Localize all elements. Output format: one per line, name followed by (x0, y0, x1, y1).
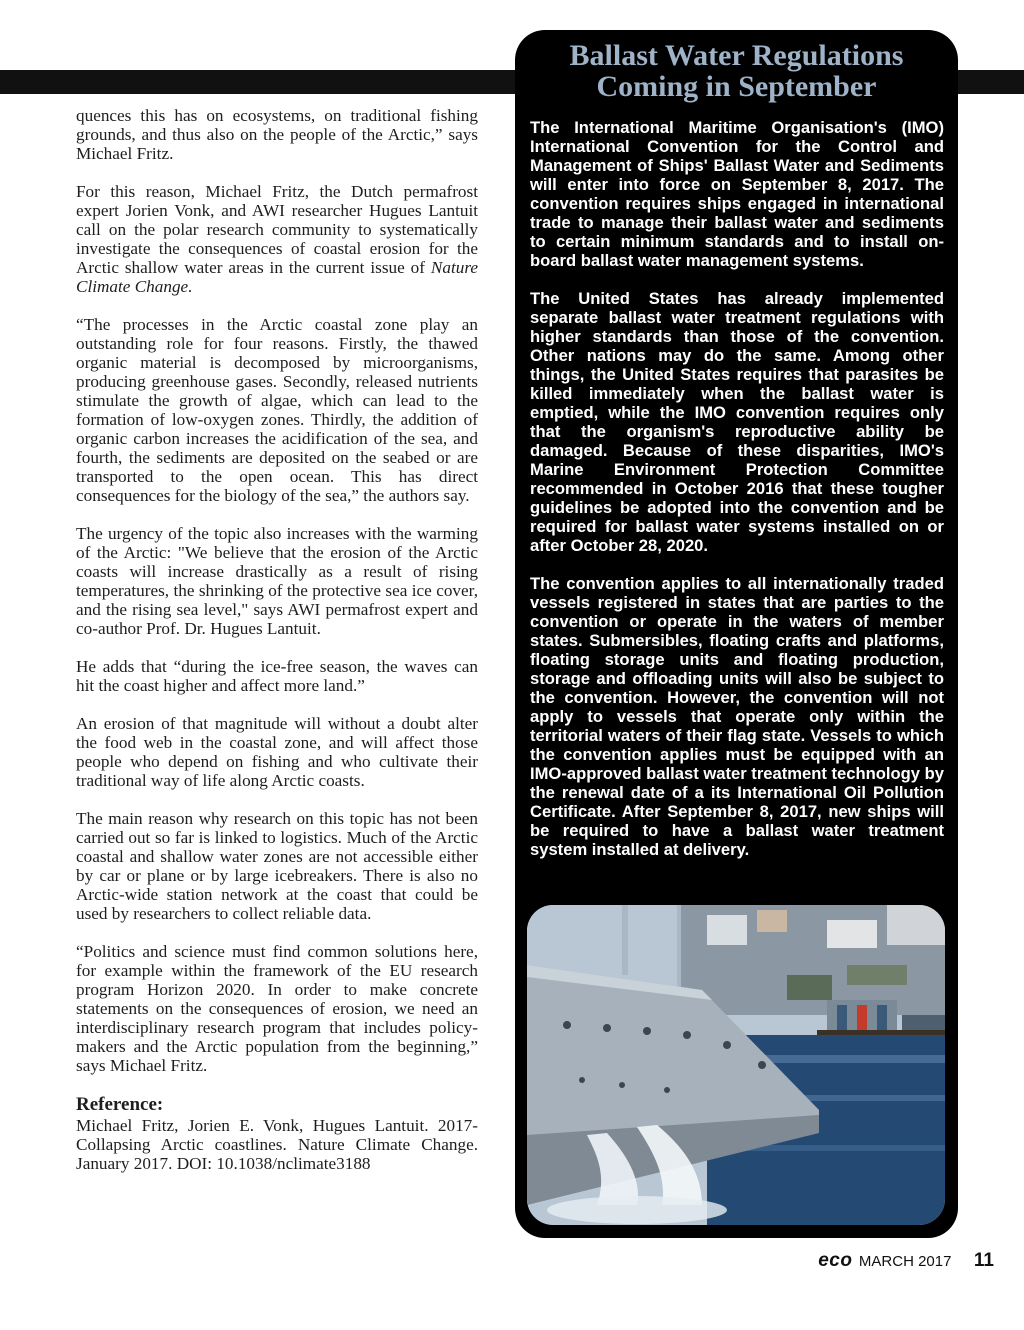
sidebar-title-line: Coming in September (596, 70, 877, 103)
reference-heading: Reference: (76, 1094, 164, 1115)
article-paragraph: “The processes in the Arctic coastal zone play an outstanding role for four reasons. Firstly, the thawed organic material is decomposed by microorganisms, producing greenhouse gases. Secondly, released nutrients stimulate the growth of algae, which can lead to the formation of low-oxygen zones. Thirdly, the addition of organic carbon increases the acidification of the sea, and fourth, the sediments are deposited on the seabed or are transported to the open ocean. This has direct consequences for the biology of the sea,” the authors say. (76, 315, 478, 505)
sidebar-title (515, 40, 958, 102)
ship-illustration (527, 905, 945, 1225)
article-paragraph: The main reason why research on this topic has not been carried out so far is linked to logistics. Much of the Arctic coastal and shallow water zones are not accessible either by car or plane or by large icebreakers. There is also no Arctic-wide station network at the coast that could be used by researchers to collect reliable data. (76, 809, 478, 923)
article-paragraph: An erosion of that magnitude will without a doubt alter the food web in the coastal zone, and will affect those people who depend on fishing and who cultivate their traditional way of life along Arctic coasts. (76, 714, 478, 790)
article-column (76, 106, 478, 1192)
page-footer (818, 1250, 994, 1272)
sidebar-paragraph: The United States has already implemented separate ballast water treatment regulations with higher standards than those of the convention. Other nations may do the same. Among other things, the United States requires that parasites be killed immediately when the ballast water is emptied, while the IMO convention requires only that the organism's reproductive ability be damaged. Because of these disparities, IMO's Marine Environment Protection Committee recommended in October 2016 that these tougher guidelines be adopted into the convention and be required for ballast water systems installed on or after October 28, 2020. (530, 289, 944, 555)
article-paragraph: He adds that “during the ice-free season, the waves can hit the coast higher and affect more land.” (76, 657, 478, 695)
ship-ballast-photo (527, 905, 945, 1225)
article-paragraph: quences this has on ecosystems, on traditional fishing grounds, and thus also on the people of the Arctic,” says Michael Fritz. (76, 106, 478, 163)
issue-date: MARCH 2017 (858, 1253, 952, 1270)
page-number: 11 (973, 1250, 994, 1271)
journal-name: Nature Climate Change. (76, 258, 478, 296)
sidebar-paragraph: The convention applies to all internationally traded vessels registered in states that are parties to the convention or operate in the waters of member states. Submersibles, floating crafts and platforms, floating storage units and floating production, storage and offloading units will also be subject to the convention. However, the convention will not apply to vessels that operate only within the territorial waters of their flag state. Vessels to which the convention applies must be equipped with an IMO-approved ballast water treatment technology by the renewal date of a its International Oil Pollution Certificate. After September 8, 2017, new ships will be required to have a ballast water treatment system installed at delivery. (530, 574, 945, 859)
article-paragraph (76, 182, 478, 296)
sidebar-title-line: Ballast Water Regulations (569, 39, 904, 72)
article-paragraph: “Politics and science must find common solutions here, for example within the framework of the EU research program Horizon 2020. In order to make concrete statements on the consequences of erosion, we need an interdisciplinary research program that includes policy-makers and the Arctic population from the beginning,” says Michael Fritz. (76, 942, 478, 1075)
sidebar-paragraph: The International Maritime Organisation's (IMO) International Convention for the Control and Management of Ships' Ballast Water and Sediments will enter into force on September 8, 2017. The convention requires ships engaged in international trade to manage their ballast water and sediments to certain minimum standards and to install on-board ballast water management systems. (530, 118, 944, 270)
magazine-brand: eco (818, 1250, 853, 1271)
article-paragraph: The urgency of the topic also increases with the warming of the Arctic: "We believe that the erosion of the Arctic coasts will increase drastically as a result of rising temperatures, the shrinking of the protective sea ice cover, and the rising sea level," says AWI permafrost expert and co-author Prof. Dr. Hugues Lantuit. (76, 524, 478, 638)
sidebar-body (530, 118, 944, 878)
reference-text: Michael Fritz, Jorien E. Vonk, Hugues Lantuit. 2017- Collapsing Arctic coastlines. Nature Climate Change. January 2017. DOI: 10.1038/nclimate3188 (76, 1116, 478, 1173)
article-text: For this reason, Michael Fritz, the Dutch permafrost expert Jorien Vonk, and AWI researcher Hugues Lantuit call on the polar research community to systematically investigate the consequences of coastal erosion for the Arctic shallow water areas in the current issue of (76, 182, 478, 277)
